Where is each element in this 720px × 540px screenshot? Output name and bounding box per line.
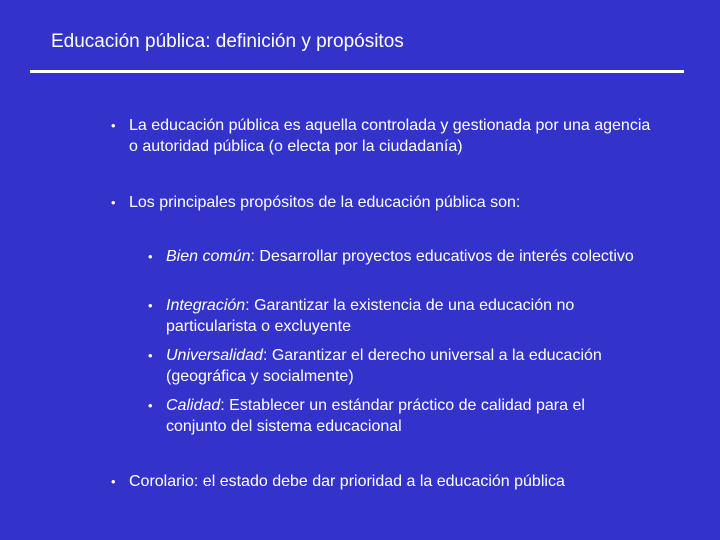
purpose-term: Integración <box>166 297 246 314</box>
purpose-description: : Establecer un estándar práctico de calidad para el conjunto del sistema educacional <box>166 397 585 435</box>
bullet-dot-icon: • <box>111 118 116 133</box>
purpose-description: : Garantizar la existencia de una educación no particularista o excluyente <box>166 297 575 335</box>
purpose-term: Calidad <box>166 397 221 414</box>
purpose-item-integracion <box>148 295 648 337</box>
purposes-intro-text: Los principales propósitos de la educación pública son: <box>129 194 521 211</box>
bullet-dot-icon: • <box>111 195 116 210</box>
purpose-item-universalidad <box>148 345 648 387</box>
bullet-dot-icon: • <box>148 298 153 313</box>
bullet-definition <box>111 115 651 157</box>
bullet-dot-icon: • <box>148 348 153 363</box>
purpose-description: : Desarrollar proyectos educativos de interés colectivo <box>250 248 634 265</box>
slide-title: Educación pública: definición y propósitos <box>51 31 404 52</box>
purpose-term: Universalidad <box>166 347 263 364</box>
bullet-corollary <box>111 471 651 492</box>
purpose-term: Bien común <box>166 248 251 265</box>
bullet-dot-icon: • <box>111 474 116 489</box>
title-divider <box>30 70 684 73</box>
bullet-purposes-intro <box>111 192 651 213</box>
purpose-item-calidad <box>148 395 648 437</box>
corollary-text: Corolario: el estado debe dar prioridad a la educación pública <box>129 473 565 490</box>
bullet-dot-icon: • <box>148 249 153 264</box>
definition-text: La educación pública es aquella controlada y gestionada por una agencia o autoridad pública (o electa por la ciudadanía) <box>129 117 651 155</box>
bullet-dot-icon: • <box>148 398 153 413</box>
purpose-item-bien-comun <box>148 246 648 267</box>
purpose-description: : Garantizar el derecho universal a la educación (geográfica y socialmente) <box>166 347 602 385</box>
